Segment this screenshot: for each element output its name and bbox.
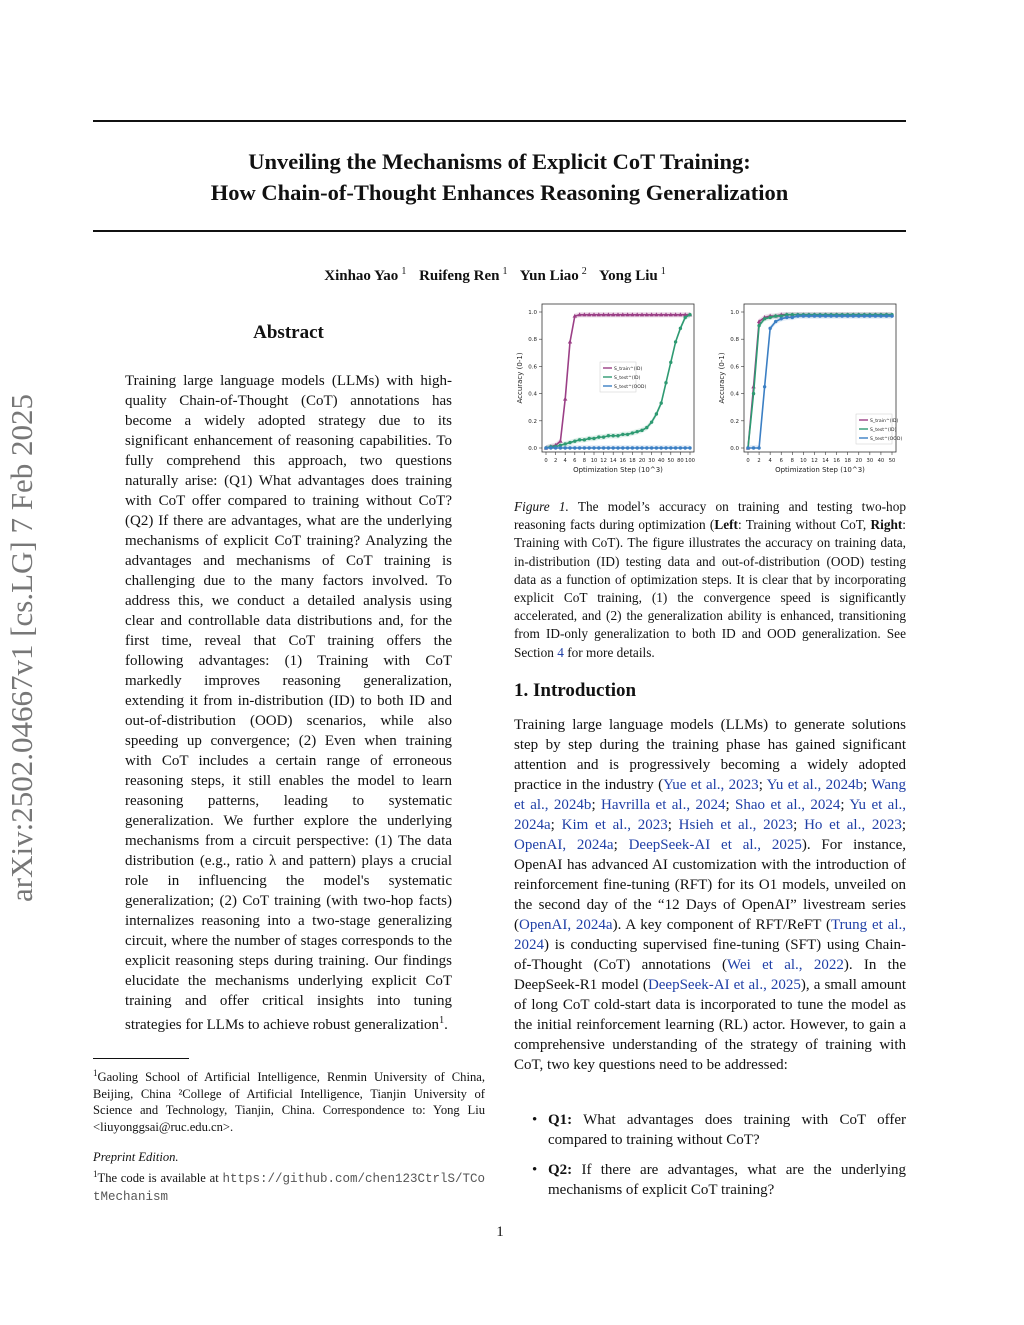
- data-point: [660, 401, 663, 404]
- legend-label: S_test^(OOD): [614, 385, 647, 390]
- legend-label: S_test^(OOD): [870, 437, 903, 442]
- x-axis-label: Optimization Step (10^3): [573, 466, 663, 474]
- caption-right: Right: [870, 517, 903, 533]
- x-tick-label: 16: [833, 458, 840, 464]
- preprint-label: Preprint Edition.: [93, 1150, 179, 1164]
- question-label: Q2:: [548, 1162, 573, 1178]
- data-point: [768, 327, 771, 330]
- data-point: [780, 317, 783, 320]
- bullet-dot: •: [532, 1112, 538, 1128]
- x-tick-label: 50: [667, 458, 675, 464]
- title-bottom-rule: [93, 230, 906, 232]
- data-point: [612, 446, 615, 449]
- author-list: [93, 266, 906, 285]
- footnote-rule: [93, 1058, 189, 1059]
- data-point: [857, 314, 860, 317]
- data-point: [621, 446, 624, 449]
- data-point: [752, 446, 755, 449]
- data-point: [879, 314, 882, 317]
- y-tick-label: 0.6: [528, 364, 537, 371]
- data-point: [573, 440, 576, 443]
- data-point: [824, 314, 827, 317]
- data-point: [688, 446, 691, 449]
- data-point: [554, 446, 557, 449]
- footnote-affiliations: [93, 1065, 485, 1135]
- footnote-affiliations-text: Gaoling School of Artificial Intelligence, Renmin University of China, Beijing, China ²College of Artificial Intelligence, Tianjin University of Science and Technology, Tianjin, China. Correspondence to: Yong Liu <liuyonggsai@ruc.edu.cn>.: [93, 1070, 485, 1134]
- abstract-heading: Abstract: [253, 322, 324, 343]
- y-tick-label: 1.0: [730, 310, 739, 316]
- x-tick-label: 20: [638, 458, 646, 464]
- author-affiliation-mark: 1: [401, 266, 407, 277]
- data-point: [768, 316, 771, 319]
- y-tick-label: 0.8: [528, 337, 537, 344]
- x-tick-label: 4: [768, 458, 772, 464]
- author-name: Yong Liu: [598, 268, 658, 284]
- data-point: [621, 433, 624, 436]
- x-tick-label: 14: [609, 458, 617, 464]
- data-point: [616, 434, 619, 437]
- x-tick-label: 12: [600, 458, 607, 464]
- citation-link[interactable]: Trung et al., 2024: [514, 917, 907, 953]
- intro-heading: 1. Introduction: [514, 680, 637, 701]
- x-tick-label: 40: [877, 458, 885, 464]
- y-tick-label: 0.2: [730, 418, 739, 425]
- x-tick-label: 10: [590, 458, 598, 464]
- abstract-text: Training large language models (LLMs) with high-quality Chain-of-Thought (CoT) annotations has become a widely adopted strategy due to its significant enhancement of reasoning capabilities. To fully comprehend this approach, two questions naturally arise: (Q1) What advantages does training with CoT offer compared to training without CoT? (Q2) If there are advantages, what are the underlying mechanisms of explicit CoT training? Analyzing the advantages and mechanisms of CoT training is challenging due to the many factors involved. To address this, we conduct a detailed analysis using clear and controllable data distributions and, for the first time, reveal that CoT training offers the following advantages: (1) Training with CoT markedly improves reasoning generalization, extending it from in-distribution (ID) to both ID and out-of-distribution (OOD) scenarios, while also speeding up convergence; (2) Even when training with CoT includes a certain range of erroneous reasoning steps, it still enables the model to learn reasoning patterns, leading to systematic generalization. We further explore the underlying mechanisms from a circuit perspective: (1) The data distribution (e.g., ratio λ and pattern) plays a crucial role in influencing the model's systematic generalization; (2) CoT training (with two-hop facts) internalizes reasoning into a two-stage generalizing circuit, where the number of stages corresponds to the explicit reasoning steps during training. Our findings elucidate the mechanisms underlying explicit CoT training and offer critical insights into tuning strategies for LLMs to achieve robust generalization: [125, 373, 452, 1033]
- x-tick-label: 14: [822, 458, 829, 464]
- data-point: [568, 340, 572, 344]
- data-point: [645, 426, 648, 429]
- data-point: [674, 340, 677, 343]
- x-tick-label: 16: [619, 458, 627, 464]
- list-item: [514, 1110, 906, 1150]
- data-point: [840, 314, 843, 317]
- bullet-dot: •: [532, 1162, 538, 1178]
- x-tick-label: 20: [855, 458, 863, 464]
- author-name: Ruifeng Ren: [419, 268, 500, 284]
- intro-text: ). For instance, OpenAI has advanced AI customization with the introduction of reinforcement fine-tuning (RFT) for its O1 models, unveiled on the second day of the “12 Days of OpenAI” livestream series (: [514, 837, 907, 933]
- caption-text: : Training without CoT,: [737, 517, 871, 533]
- x-axis-label: Optimization Step (10^3): [775, 466, 865, 474]
- data-point: [664, 446, 667, 449]
- list-item: [514, 1160, 906, 1200]
- data-point: [650, 420, 653, 423]
- citation-link[interactable]: DeepSeek-AI et al., 2025: [647, 977, 801, 993]
- x-tick-label: 10: [800, 458, 807, 464]
- x-tick-label: 2: [757, 458, 761, 464]
- paper-title-line2: How Chain-of-Thought Enhances Reasoning Generalization: [210, 180, 789, 205]
- data-point: [544, 446, 547, 449]
- y-tick-label: 0.2: [528, 418, 537, 425]
- x-tick-label: 18: [844, 458, 851, 464]
- author-affiliation-mark: 1: [660, 266, 666, 277]
- y-tick-label: 0.4: [730, 391, 739, 398]
- data-point: [564, 446, 567, 449]
- y-tick-label: 0.0: [730, 446, 739, 452]
- data-point: [559, 446, 562, 449]
- abstract-body: [125, 371, 452, 1035]
- data-point: [763, 317, 766, 320]
- data-point: [564, 442, 567, 445]
- data-point: [674, 446, 677, 449]
- data-point: [796, 314, 799, 317]
- section-ref-link[interactable]: 4: [557, 644, 564, 660]
- x-tick-label: 4: [563, 458, 567, 464]
- intro-body: Training large language models (LLMs) to generate solutions step by step during the training phase has gained significant attention and is progressively becoming a widely adopted practice in the industry (Yue et al., 2023; Yu et al., 2024b; Wang et al., 2024b; Havrilla et al., 2024; Shao et al., 2024; Yu et al., 2024a; Kim et al., 2023; Hsieh et al., 2023; Ho et al., 2023; OpenAI, 2024a; DeepSeek-AI et al., 2025). For instance, OpenAI has advanced AI customization with the introduction of reinforcement fine-tuning (RFT) for its O1 models, unveiled on the second day of the “12 Days of OpenAI” livestream series (OpenAI, 2024a). A key component of RFT/ReFT (Trung et al., 2024) is conducting supervised fine-tuning (SFT) using Chain-of-Thought (CoT) annotations (Wei et al., 2022). In the DeepSeek-R1 model (DeepSeek-AI et al., 2025), a small amount of long CoT cold-start data is incorporated to tune the model as the initial reinforcement learning (RL) actor. However, to gain a comprehensive understanding of the strategy of training with CoT, two key questions need to be addressed:: [514, 717, 907, 1073]
- data-point: [660, 446, 663, 449]
- author-name: Xinhao Yao: [324, 268, 399, 284]
- y-axis-label: Accuracy (0-1): [516, 352, 524, 404]
- data-point: [752, 392, 755, 395]
- data-point: [588, 437, 591, 440]
- citation-link[interactable]: Ho et al., 2023: [804, 817, 902, 833]
- data-point: [829, 314, 832, 317]
- intro-text: ), a small amount of long CoT cold-start data is incorporated to tune the model as the initial reinforcement learning (RL) actor. However, to gain a comprehensive understanding of the strategy of training with CoT, two key questions need to be addressed:: [514, 977, 907, 1073]
- data-point: [602, 446, 605, 449]
- title-top-rule: [93, 120, 906, 122]
- footnote-mark: 1: [93, 1068, 98, 1078]
- data-point: [612, 434, 615, 437]
- y-axis-label: Accuracy (0-1): [718, 352, 726, 404]
- data-point: [578, 446, 581, 449]
- x-tick-label: 8: [582, 458, 587, 464]
- data-point: [885, 314, 888, 317]
- data-point: [563, 397, 567, 401]
- intro-text: ). In the DeepSeek-R1 model (: [514, 957, 906, 993]
- page-number: 1: [496, 1224, 504, 1240]
- figure1-right-plot: [714, 298, 906, 483]
- legend-label: S_test^(ID): [870, 428, 897, 433]
- data-point: [774, 320, 777, 323]
- x-tick-label: 30: [648, 458, 655, 464]
- x-tick-label: 6: [779, 458, 783, 464]
- y-tick-label: 0.0: [528, 446, 537, 452]
- citation-link[interactable]: Yu et al., 2024a: [514, 797, 906, 833]
- footnote-code-text: The code is available at: [97, 1171, 219, 1186]
- intro-text: ) is conducting supervised fine-tuning (SFT) using Chain-of-Thought (CoT) annotations (: [514, 937, 906, 973]
- data-point: [597, 446, 600, 449]
- data-point: [650, 446, 653, 449]
- citation-link[interactable]: Yue et al., 2023: [663, 777, 759, 793]
- intro-text: ). A key component of RFT/ReFT (: [612, 917, 832, 933]
- caption-text: : Training with CoT). The figure illustrates the accuracy on training data, in-distribution (ID) testing data and out-of-distribution (OOD) testing data as a function of optimization steps. It is clear that by incorporating explicit CoT training, (1) the convergence speed is significantly accelerated, and (2) the generalization ability is enhanced, transitioning from ID-only generalization to both ID and OOD generalization. See Section: [514, 517, 906, 660]
- footnote-mark: 1: [93, 1169, 98, 1179]
- code-url-link[interactable]: https://github.com/chen123CtrlS/TCotMechanism: [93, 1172, 485, 1204]
- x-tick-label: 50: [888, 458, 896, 464]
- citation-link[interactable]: DeepSeek-AI et al., 2025: [628, 837, 802, 853]
- data-point: [573, 446, 576, 449]
- data-point: [846, 314, 849, 317]
- author-name: Yun Liao: [519, 268, 579, 284]
- y-tick-label: 1.0: [528, 310, 537, 316]
- data-point: [684, 446, 687, 449]
- data-point: [655, 412, 658, 415]
- author-affiliation-mark: 1: [502, 266, 508, 277]
- legend-label: S_test^(ID): [614, 376, 641, 381]
- data-point: [592, 437, 595, 440]
- data-point: [640, 446, 643, 449]
- data-point: [802, 314, 805, 317]
- citation-link[interactable]: Havrilla et al., 2024: [601, 797, 726, 813]
- data-point: [890, 314, 893, 317]
- figure1-left-plot: [512, 298, 704, 483]
- data-point: [807, 314, 810, 317]
- author-affiliation-mark: 2: [581, 266, 587, 277]
- y-tick-label: 0.6: [730, 364, 739, 371]
- data-point: [669, 446, 672, 449]
- data-point: [640, 429, 643, 432]
- data-point: [679, 327, 682, 330]
- data-point: [818, 314, 821, 317]
- citation-link[interactable]: OpenAI, 2024a: [519, 917, 613, 933]
- data-point: [791, 316, 794, 319]
- figure1-caption: [514, 498, 906, 662]
- data-point: [592, 446, 595, 449]
- data-point: [626, 446, 629, 449]
- data-point: [602, 435, 605, 438]
- citation-link[interactable]: Wei et al., 2022: [727, 957, 844, 973]
- data-point: [757, 446, 760, 449]
- data-point: [664, 381, 667, 384]
- legend-label: S_train^(ID): [614, 367, 643, 372]
- x-tick-label: 80: [677, 458, 684, 464]
- data-point: [874, 314, 877, 317]
- data-point: [868, 314, 871, 317]
- data-point: [813, 314, 816, 317]
- data-point: [688, 313, 691, 316]
- data-point: [607, 434, 610, 437]
- x-tick-label: 2: [553, 458, 558, 464]
- legend-label: S_train^(ID): [870, 419, 899, 424]
- x-tick-label: 8: [790, 458, 794, 464]
- data-point: [746, 446, 749, 449]
- x-tick-label: 30: [866, 458, 874, 464]
- caption-left: Left: [714, 517, 738, 533]
- intro-text: Training large language models (LLMs) to generate solutions step by step during the training phase has gained significant attention and is progressively becoming a widely adopted practice in the industry (: [514, 717, 906, 793]
- x-tick-label: 100: [685, 458, 695, 464]
- data-point: [774, 314, 777, 317]
- footnote-code: [93, 1166, 485, 1205]
- caption-text: for more details.: [563, 644, 655, 660]
- data-point: [636, 446, 639, 449]
- citation-link[interactable]: Hsieh et al., 2023: [678, 817, 794, 833]
- citation-link[interactable]: OpenAI, 2024a: [514, 837, 614, 853]
- data-point: [835, 314, 838, 317]
- arxiv-stamp: arXiv:2502.04667v1 [cs.LG] 7 Feb 2025: [4, 394, 39, 902]
- citation-link[interactable]: Shao et al., 2024: [735, 797, 841, 813]
- data-point: [583, 438, 586, 441]
- x-tick-label: 12: [811, 458, 818, 464]
- data-point: [852, 314, 855, 317]
- data-point: [549, 446, 552, 449]
- citation-link[interactable]: Yu et al., 2024b: [766, 777, 864, 793]
- question-text: What advantages does training with CoT offer compared to training without CoT?: [548, 1112, 906, 1148]
- question-label: Q1:: [548, 1112, 573, 1128]
- data-point: [669, 361, 672, 364]
- data-point: [626, 433, 629, 436]
- x-tick-label: 6: [573, 458, 577, 464]
- data-point: [645, 446, 648, 449]
- caption-text: The model’s accuracy on training and testing two-hop reasoning facts during optimization (: [514, 499, 906, 533]
- data-point: [588, 446, 591, 449]
- x-tick-label: 0: [544, 458, 548, 464]
- x-tick-label: 40: [657, 458, 665, 464]
- footnote-mark: 1: [439, 1015, 445, 1026]
- data-point: [763, 385, 766, 388]
- data-point: [631, 431, 634, 434]
- data-point: [607, 446, 610, 449]
- data-point: [679, 446, 682, 449]
- paper-title-line1: Unveiling the Mechanisms of Explicit CoT Training:: [248, 149, 751, 174]
- data-point: [568, 441, 571, 444]
- data-point: [863, 314, 866, 317]
- data-point: [636, 430, 639, 433]
- y-tick-label: 0.4: [528, 391, 537, 398]
- data-point: [597, 435, 600, 438]
- question-list: [514, 1110, 906, 1210]
- data-point: [631, 446, 634, 449]
- data-point: [785, 316, 788, 319]
- figure-label: Figure 1.: [514, 499, 569, 514]
- citation-link[interactable]: Kim et al., 2023: [561, 817, 668, 833]
- data-point: [616, 446, 619, 449]
- y-tick-label: 0.8: [730, 337, 739, 344]
- x-tick-label: 18: [629, 458, 636, 464]
- abstract-end: .: [444, 1017, 448, 1033]
- x-tick-label: 0: [746, 458, 750, 464]
- data-point: [757, 324, 760, 327]
- data-point: [568, 446, 571, 449]
- data-point: [583, 446, 586, 449]
- citation-link[interactable]: Wang et al., 2024b: [514, 777, 906, 813]
- data-point: [655, 446, 658, 449]
- data-point: [578, 438, 581, 441]
- question-text: If there are advantages, what are the underlying mechanisms of explicit CoT training?: [548, 1162, 906, 1198]
- data-point: [684, 316, 687, 319]
